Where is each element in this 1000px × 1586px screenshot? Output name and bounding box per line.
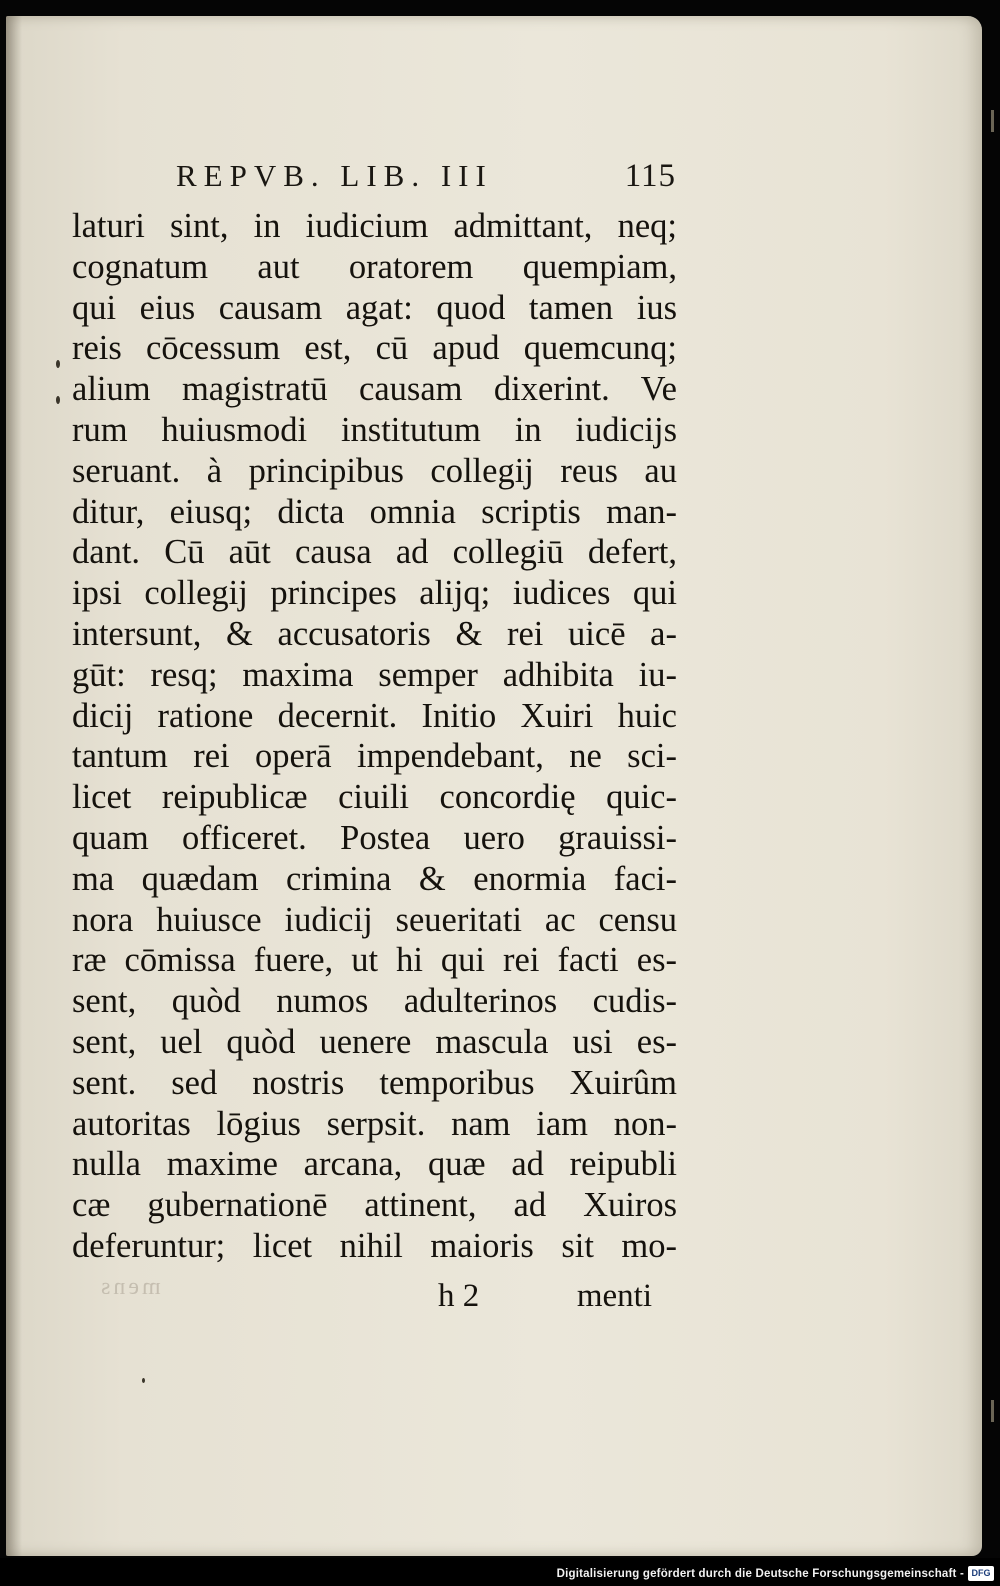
text-line: nulla maxime arcana, quæ ad reipubli <box>72 1145 677 1184</box>
text-line: nora huiusce iudicij seueritati ac censu <box>72 900 677 939</box>
paper-speck <box>56 360 60 368</box>
signature-mark: h 2 <box>438 1278 480 1314</box>
text-line: gūt: resq; maxima semper adhibita iu- <box>72 655 677 694</box>
funding-credit: Digitalisierung gefördert durch die Deutsche Forschungsgemeinschaft - <box>556 1568 964 1580</box>
text-line: intersunt, & accusatoris & rei uicē a- <box>72 614 677 653</box>
page-number: 115 <box>624 158 676 194</box>
text-line: ræ cōmissa fuere, ut hi qui rei facti es- <box>72 941 677 980</box>
text-line: quam officeret. Postea uero grauissi- <box>72 818 677 857</box>
text-line: reis cōcessum est, cū apud quemcunq; <box>72 329 677 368</box>
paper-speck <box>56 396 60 404</box>
text-line: dant. Cū aūt causa ad collegiū defert, <box>72 533 677 572</box>
text-line: cognatum aut oratorem quempiam, <box>72 247 677 286</box>
text-line: alium magistratū causam dixerint. Ve <box>72 370 677 409</box>
running-head <box>176 158 676 202</box>
scan-edge-mark <box>991 1400 994 1422</box>
text-line: ma quædam crimina & enormia faci- <box>72 859 677 898</box>
running-head-title: REPVB. LIB. III <box>176 158 493 193</box>
page-spine-shadow <box>6 16 22 1556</box>
text-line: deferuntur; licet nihil maioris sit mo- <box>72 1226 677 1265</box>
text-line: tantum rei operā impendebant, ne sci- <box>72 737 677 776</box>
book-page <box>6 16 982 1556</box>
text-line: autoritas lōgius serpsit. nam iam non- <box>72 1104 677 1143</box>
text-line: laturi sint, in iudicium admittant, neq; <box>72 207 677 245</box>
text-line: seruant. à principibus collegij reus au <box>72 451 677 490</box>
paper-speck <box>142 1378 145 1383</box>
body-text <box>72 206 677 1267</box>
footer-bar <box>0 1558 1000 1586</box>
text-line: sent. sed nostris temporibus Xuirûm <box>72 1063 677 1102</box>
text-line: ditur, eiusq; dicta omnia scriptis man- <box>72 492 677 531</box>
text-line: cæ gubernationē attinent, ad Xuiros <box>72 1186 677 1225</box>
catchword: menti <box>576 1278 652 1314</box>
show-through-text: mens <box>98 1274 161 1300</box>
text-line: sent, uel quòd uenere mascula usi es- <box>72 1022 677 1061</box>
scan-edge-mark <box>991 110 994 132</box>
text-line: rum huiusmodi institutum in iudicijs <box>72 410 677 449</box>
text-line: qui eius causam agat: quod tamen ius <box>72 288 677 327</box>
text-line: ipsi collegij principes alijq; iudices qui <box>72 574 677 613</box>
text-line: dicij ratione decernit. Initio Xuiri huic <box>72 696 677 735</box>
dfg-logo: DFG <box>968 1566 994 1581</box>
text-line: sent, quòd numos adulterinos cudis- <box>72 982 677 1021</box>
text-line: licet reipublicæ ciuili concordię quic- <box>72 778 677 817</box>
